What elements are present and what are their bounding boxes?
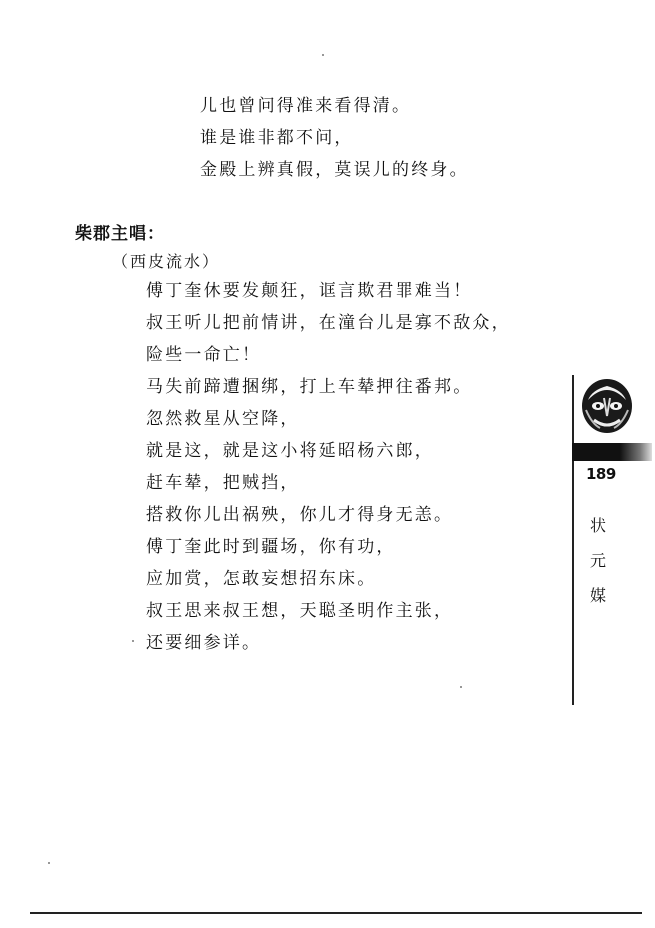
verse-line: 就是这，就是这小将延昭杨六郎， [146,441,434,461]
verse-line: 傅丁奎休要发颠狂，诓言欺君罪难当！ [146,281,473,301]
intro-line: 金殿上辨真假，莫误儿的终身。 [200,160,469,180]
scan-speck [48,862,50,864]
verse-line: 叔王听儿把前情讲，在潼台儿是寡不敌众， [146,313,511,333]
page-number: 189 [586,465,616,483]
book-title-char: 元 [589,551,606,570]
book-title-char: 状 [589,516,606,535]
verse-line: 还要细参详。 [146,633,262,653]
verse-line: 叔王思来叔王想，天聪圣明作主张， [146,601,454,621]
singer-heading: 柴郡主唱： [75,224,165,244]
intro-line: 谁是谁非都不问， [200,128,354,148]
verse-line: 搭救你儿出祸殃，你儿才得身无恙。 [146,505,454,525]
verse-line: 应加赏，怎敢妄想招东床。 [146,569,377,589]
book-title [588,508,608,613]
intro-line: 儿也曾问得准来看得清。 [200,96,412,116]
chapter-tab-bar [572,443,652,461]
scan-speck [132,640,134,642]
tune-label: （西皮流水） [112,252,221,271]
bottom-rule [30,912,642,914]
verse-line: 忽然救星从空降， [146,409,300,429]
verse-line: 傅丁奎此时到疆场，你有功， [146,537,396,557]
verse-line: 马失前蹄遭捆绑，打上车辇押往番邦。 [146,377,473,397]
scan-speck [322,54,324,56]
opera-mask-icon [578,376,636,436]
scan-speck [460,686,462,688]
verse-line: 险些一命亡！ [146,345,262,365]
book-title-char: 媒 [589,586,606,605]
verse-line: 赶车辇，把贼挡， [146,473,300,493]
side-rule [572,375,574,705]
